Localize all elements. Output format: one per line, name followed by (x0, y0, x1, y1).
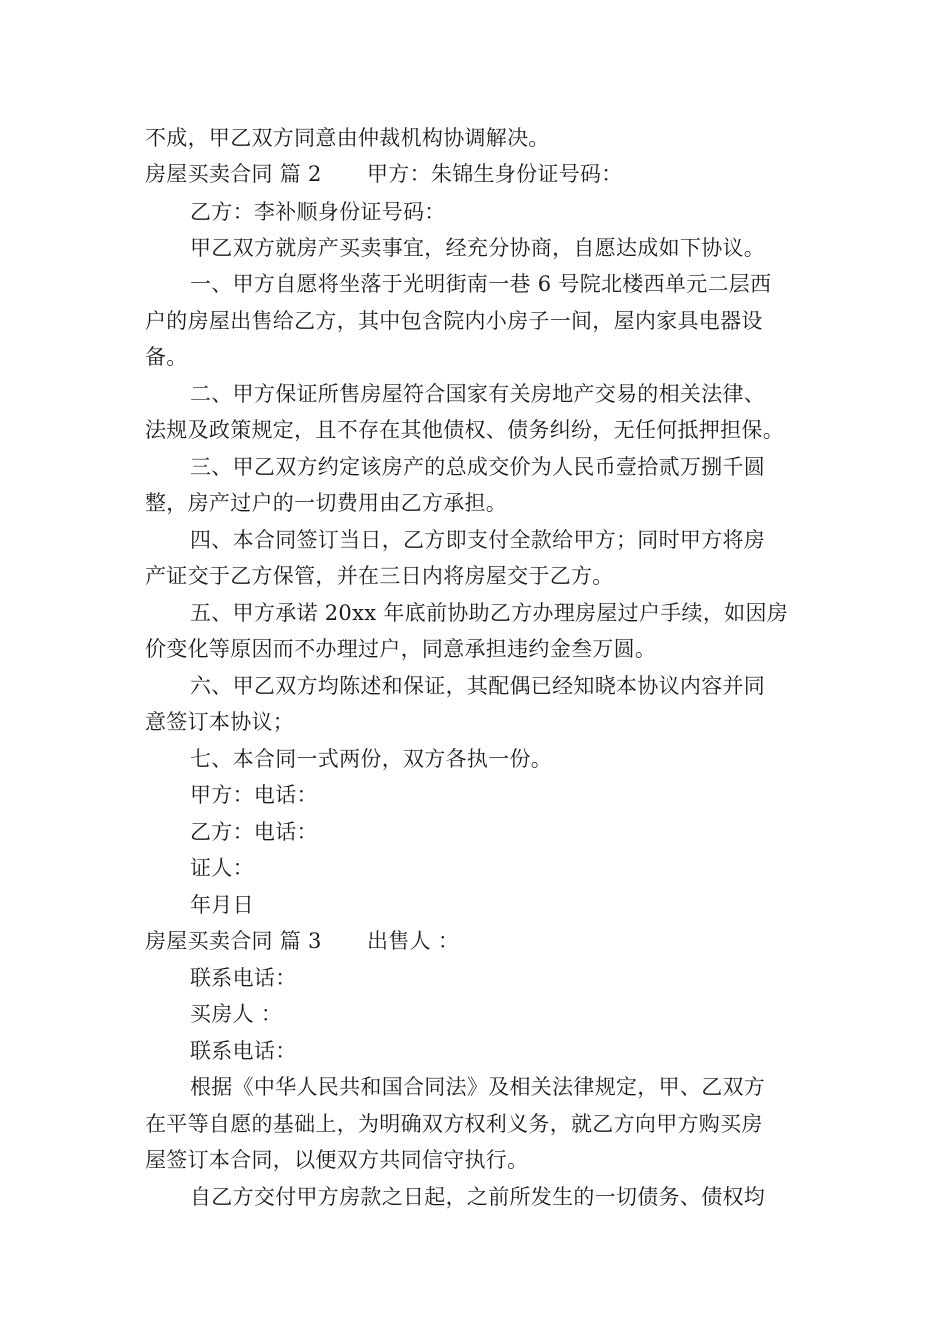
contract3-heading: 房屋买卖合同 篇 3 (145, 929, 322, 953)
contract2-party-b: 乙方：李补顺身份证号码： (190, 200, 446, 224)
date-line: 年月日 (190, 893, 254, 917)
buyer-phone: 联系电话： (190, 1039, 297, 1063)
para1-line3: 屋签订本合同，以便双方共同信守执行。 (145, 1148, 529, 1172)
clause5-line2: 价变化等原因而不办理过户，同意承担违约金叁万圆。 (145, 637, 657, 661)
clause1-line3: 备。 (145, 345, 188, 369)
clause7: 七、本合同一式两份，双方各执一份。 (190, 747, 553, 771)
clause5-line1: 五、甲方承诺 20xx 年底前协助乙方办理房屋过户手续，如因房 (190, 601, 789, 625)
para2-line1: 自乙方交付甲方房款之日起，之前所发生的一切债务、债权均 (190, 1185, 766, 1209)
contract3-seller: 出售人 ： (367, 929, 460, 953)
para1-line1: 根据《中华人民共和国合同法》及相关法律规定，甲、乙双方 (190, 1075, 766, 1099)
contract2-party-a: 甲方：朱锦生身份证号码： (367, 162, 623, 186)
witness: 证人： (190, 856, 254, 880)
sign-party-a: 甲方：电话： (190, 783, 318, 807)
clause4-line1: 四、本合同签订当日，乙方即支付全款给甲方；同时甲方将房 (190, 528, 766, 552)
clause2-line1: 二、甲方保证所售房屋符合国家有关房地产交易的相关法律、 (190, 382, 766, 406)
buyer: 买房人 ： (190, 1002, 283, 1026)
clause1-line2: 户的房屋出售给乙方，其中包含院内小房子一间，屋内家具电器设 (145, 309, 763, 333)
intro-tail: 不成，甲乙双方同意由仲裁机构协调解决。 (145, 126, 550, 150)
clause6-line1: 六、甲乙双方均陈述和保证，其配偶已经知晓本协议内容并同 (190, 674, 766, 698)
clause6-line2: 意签订本协议； (145, 710, 295, 734)
contract2-heading: 房屋买卖合同 篇 2 (145, 162, 322, 186)
clause3-line1: 三、甲乙双方约定该房产的总成交价为人民币壹拾贰万捌千圆 (190, 455, 766, 479)
para1-line2: 在平等自愿的基础上，为明确双方权利义务，就乙方向甲方购买房 (145, 1112, 763, 1136)
clause2-line2: 法规及政策规定，且不存在其他债权、债务纠纷，无任何抵押担保。 (145, 418, 784, 442)
seller-phone: 联系电话： (190, 966, 297, 990)
clause4-line2: 产证交于乙方保管，并在三日内将房屋交于乙方。 (145, 564, 614, 588)
clause1-line1: 一、甲方自愿将坐落于光明街南一巷 6 号院北楼西单元二层西 (190, 272, 772, 296)
contract2-agreement: 甲乙双方就房产买卖事宜，经充分协商，自愿达成如下协议。 (190, 236, 766, 260)
sign-party-b: 乙方：电话： (190, 820, 318, 844)
clause3-line2: 整，房产过户的一切费用由乙方承担。 (145, 491, 508, 515)
